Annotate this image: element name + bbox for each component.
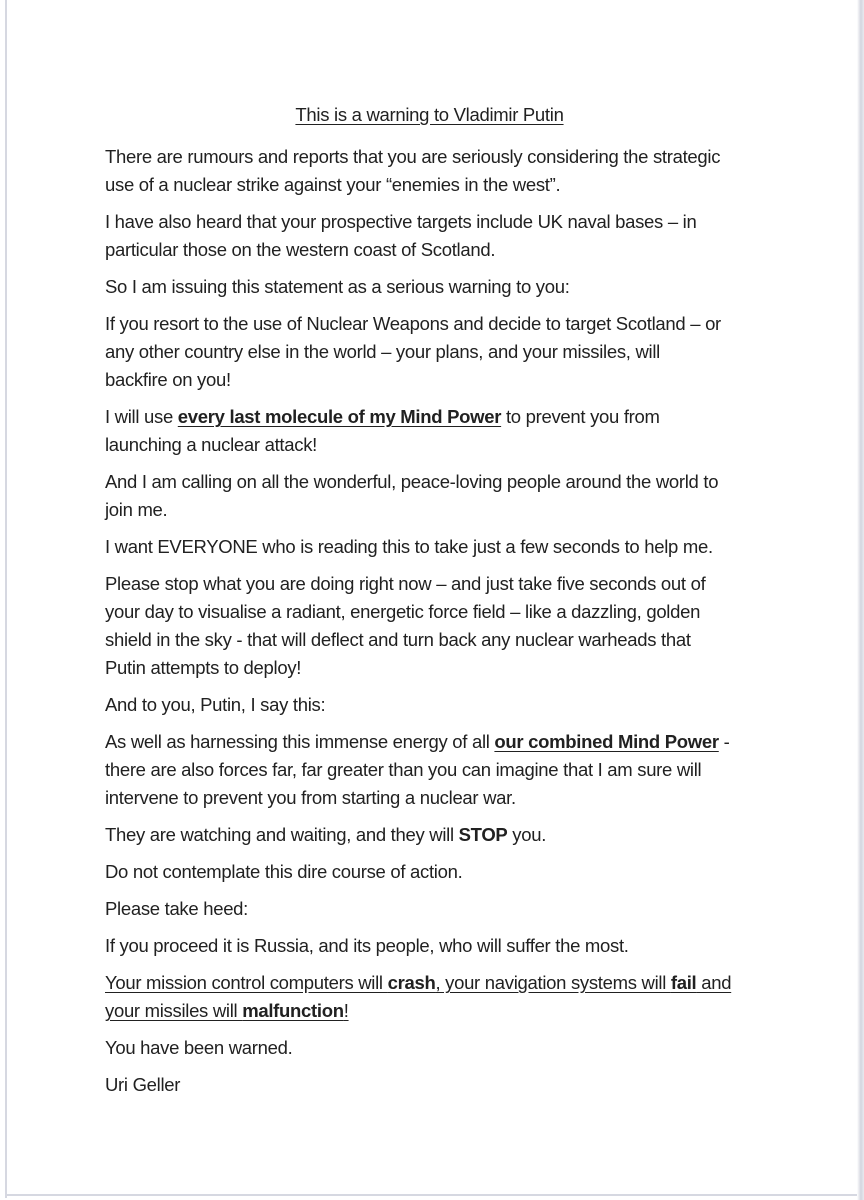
text-run: use of a nuclear strike against your “enemies in the west”.: [105, 174, 561, 195]
text-line: [105, 171, 754, 199]
paragraph: [105, 273, 754, 301]
text-line: [105, 366, 754, 394]
text-line: [105, 533, 754, 561]
text-line: [105, 756, 754, 784]
text-line: [105, 626, 754, 654]
text-line: [105, 403, 754, 431]
text-line: [105, 728, 754, 756]
text-run: shield in the sky - that will deflect and turn back any nuclear warheads that: [105, 629, 691, 650]
paragraph: [105, 143, 754, 199]
text-run: I will use: [105, 406, 178, 427]
text-run: intervene to prevent you from starting a nuclear war.: [105, 787, 516, 808]
text-line: [105, 784, 754, 812]
text-run: !: [343, 1000, 349, 1021]
text-run: There are rumours and reports that you are seriously considering the strategic: [105, 146, 721, 167]
text-run: If you proceed it is Russia, and its people, who will suffer the most.: [105, 935, 629, 956]
document-body: [105, 101, 754, 1108]
text-line: [105, 821, 754, 849]
paragraph: [105, 895, 754, 923]
text-run: backfire on you!: [105, 369, 231, 390]
text-run: Your mission control computers will: [105, 972, 388, 993]
text-line: [105, 143, 754, 171]
page-edge-bottom: [7, 1194, 857, 1196]
text-run: to prevent you from: [501, 406, 660, 427]
text-run: your day to visualise a radiant, energetic force field – like a dazzling, golden: [105, 601, 701, 622]
text-run: STOP: [458, 824, 508, 845]
text-line: [105, 691, 754, 719]
text-line: [105, 431, 754, 459]
paragraph: [105, 1034, 754, 1062]
text-run: any other country else in the world – your plans, and your missiles, will: [105, 341, 660, 362]
text-run: you.: [507, 824, 547, 845]
text-run: I have also heard that your prospective targets include UK naval bases – in: [105, 211, 697, 232]
text-line: [105, 208, 754, 236]
text-run: Do not contemplate this dire course of action.: [105, 861, 463, 882]
paragraph: [105, 570, 754, 682]
paragraph: [105, 310, 754, 394]
text-run: And I am calling on all the wonderful, peace-loving people around the world to: [105, 471, 719, 492]
text-line: [105, 338, 754, 366]
text-line: [105, 598, 754, 626]
text-run: Please take heed:: [105, 898, 249, 919]
text-line: [105, 496, 754, 524]
paragraph: [105, 969, 754, 1025]
text-line: [105, 654, 754, 682]
text-run: Putin attempts to deploy!: [105, 657, 302, 678]
text-run: join me.: [105, 499, 168, 520]
text-line: [105, 997, 754, 1025]
text-run: Uri Geller: [105, 1074, 181, 1095]
text-run: -: [718, 731, 730, 752]
text-line: [105, 273, 754, 301]
paragraph: [105, 858, 754, 886]
text-run: They are watching and waiting, and they will: [105, 824, 459, 845]
text-line: [105, 1034, 754, 1062]
text-run: there are also forces far, far greater than you can imagine that I am sure will: [105, 759, 702, 780]
text-run: launching a nuclear attack!: [105, 434, 317, 455]
paragraph: [105, 691, 754, 719]
text-run: , your navigation systems will: [435, 972, 671, 993]
text-run: every last molecule of my Mind Power: [177, 406, 502, 427]
paragraph: [105, 728, 754, 812]
paragraph: [105, 1071, 754, 1099]
paragraph: [105, 403, 754, 459]
paragraph: [105, 533, 754, 561]
text-run: As well as harnessing this immense energy of all: [105, 731, 495, 752]
paragraph: [105, 208, 754, 264]
paragraphs-container: [105, 143, 754, 1099]
text-line: [105, 570, 754, 598]
text-line: [105, 1071, 754, 1099]
text-run: And to you, Putin, I say this:: [105, 694, 326, 715]
text-line: [105, 969, 754, 997]
text-run: So I am issuing this statement as a serious warning to you:: [105, 276, 570, 297]
paragraph: [105, 821, 754, 849]
page-edge-left: [5, 0, 7, 1198]
text-run: fail: [670, 972, 697, 993]
text-run: particular those on the western coast of Scotland.: [105, 239, 496, 260]
text-run: Please stop what you are doing right now – and just take five seconds out of: [105, 573, 706, 594]
text-run: our combined Mind Power: [494, 731, 719, 752]
text-line: [105, 468, 754, 496]
text-run: crash: [387, 972, 436, 993]
text-line: [105, 310, 754, 338]
document-title: This is a warning to Vladimir Putin: [295, 104, 564, 125]
text-line: [105, 858, 754, 886]
paragraph: [105, 932, 754, 960]
text-run: and: [696, 972, 732, 993]
page-edge-right: [857, 0, 864, 1200]
paragraph: [105, 468, 754, 524]
text-line: [105, 895, 754, 923]
text-run: If you resort to the use of Nuclear Weapons and decide to target Scotland – or: [105, 313, 721, 334]
text-run: You have been warned.: [105, 1037, 293, 1058]
text-run: I want EVERYONE who is reading this to take just a few seconds to help me.: [105, 536, 713, 557]
text-run: your missiles will: [105, 1000, 243, 1021]
text-line: [105, 236, 754, 264]
text-line: [105, 932, 754, 960]
text-run: malfunction: [242, 1000, 344, 1021]
